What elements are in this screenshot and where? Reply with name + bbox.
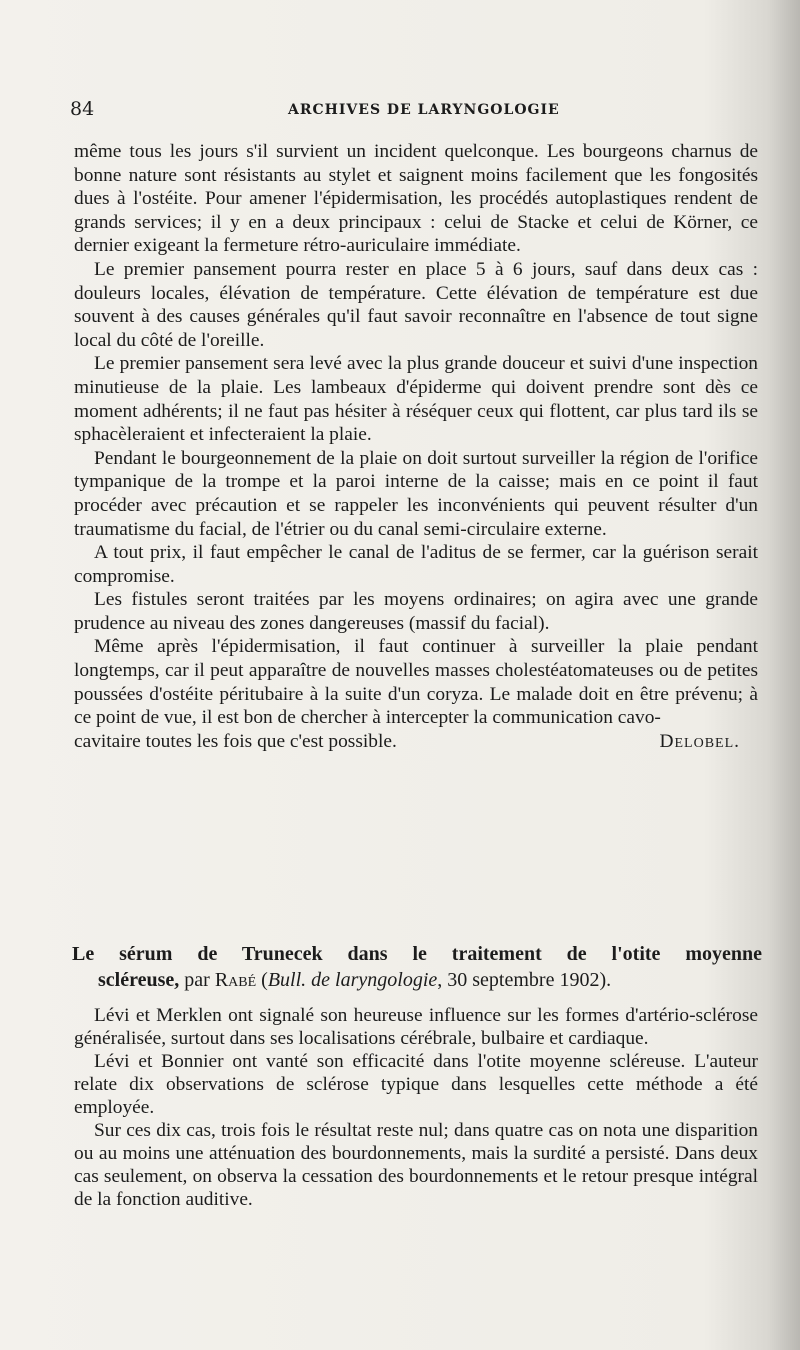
paragraph: Lévi et Merklen ont signalé son heureuse influence sur les formes d'artério-sclérose généralisée, surtout dans ses localisations cérébrale, bulbaire et cardiaque. — [74, 1005, 758, 1049]
paragraph: même tous les jours s'il survient un incident quelconque. Les bourgeons charnus de bonne nature sont résistants au stylet et saignent moins facilement que les fongosités dues à l'ostéite. Pour amener l'épidermisation, les procédés autoplastiques rendent de grands services; il y en a deux principaux : celui de Stacke et celui de Körner, ce dernier exigeant la fermeture rétro-auriculaire immédiate. — [74, 141, 758, 257]
paragraph: Le premier pansement pourra rester en place 5 à 6 jours, sauf dans deux cas : douleurs locales, élévation de température. Cette élévation de température est due souvent à des causes générales qu'il faut savoir reconnaître en l'absence de tout signe local du côté de l'oreille. — [74, 258, 758, 351]
citation-open: ( — [256, 969, 268, 991]
article-author: Rabé — [214, 969, 257, 991]
page-number: 84 — [70, 98, 95, 120]
article-title-line — [72, 967, 762, 993]
signature-line — [74, 730, 758, 754]
body-text — [74, 140, 758, 753]
paragraph: Lévi et Bonnier ont vanté son efficacité dans l'otite moyenne scléreuse. L'auteur relate dix observations de sclérose typique dans lesquelles cette méthode a été employée. — [74, 1051, 758, 1118]
paragraph: Sur ces dix cas, trois fois le résultat reste nul; dans quatre cas on nota une disparition ou au moins une atténuation des bourdonnements, mais la surdité a persisté. Dans deux cas seulement, on observa la cessation des bourdonnements et le retour presque intégral de la fonction auditive. — [74, 1120, 758, 1210]
paragraph: Les fistules seront traitées par les moyens ordinaires; on agira avec une grande prudence au niveau des zones dangereuses (massif du facial). — [74, 589, 758, 634]
running-title: ARCHIVES DE LARYNGOLOGIE — [288, 102, 560, 118]
paragraph: Pendant le bourgeonnement de la plaie on doit surtout surveiller la région de l'orifice tympanique de la trompe et la paroi interne de la caisse; mais en ce point il faut procéder avec précaution et se rappeler les inconvénients qui peuvent résulter d'un traumatisme du facial, de l'étrier ou du canal semi-circulaire externe. — [74, 447, 758, 540]
paragraph: Le premier pansement sera levé avec la plus grande douceur et suivi d'une inspection minutieuse de la plaie. Les lambeaux d'épiderme qui doivent prendre sont dès ce moment adhérents; il ne faut pas hésiter à réséquer ceux qui flottent, car plus tard ils se sphacèleraient et infecteraient la plaie. — [74, 353, 758, 446]
article-body — [74, 1004, 758, 1211]
title-by: par — [179, 969, 215, 991]
article-title-line: Le sérum de Trunecek dans le traitement de l'otite moyenne — [72, 943, 762, 965]
title-continuation: scléreuse, — [98, 969, 180, 991]
citation-date: , 30 septembre 1902). — [437, 969, 612, 991]
article-title — [72, 941, 762, 993]
paragraph-last-line: cavitaire toutes les fois que c'est possible. — [74, 730, 397, 752]
paragraph: A tout prix, il faut empêcher le canal de l'aditus de se fermer, car la guérison serait compromise. — [74, 542, 758, 587]
page-header — [70, 98, 760, 128]
paragraph: Même après l'épidermisation, il faut continuer à surveiller la plaie pendant longtemps, car il peut apparaître de nouvelles masses cholestéatomateuses ou de petites poussées d'ostéite péritubaire à la suite d'un coryza. Le malade doit en être prévenu; à ce point de vue, il est bon de chercher à intercepter la communication cavo- — [74, 636, 758, 729]
journal-name: Bull. de laryngologie — [267, 969, 438, 991]
author-signature: Delobel. — [659, 730, 740, 752]
